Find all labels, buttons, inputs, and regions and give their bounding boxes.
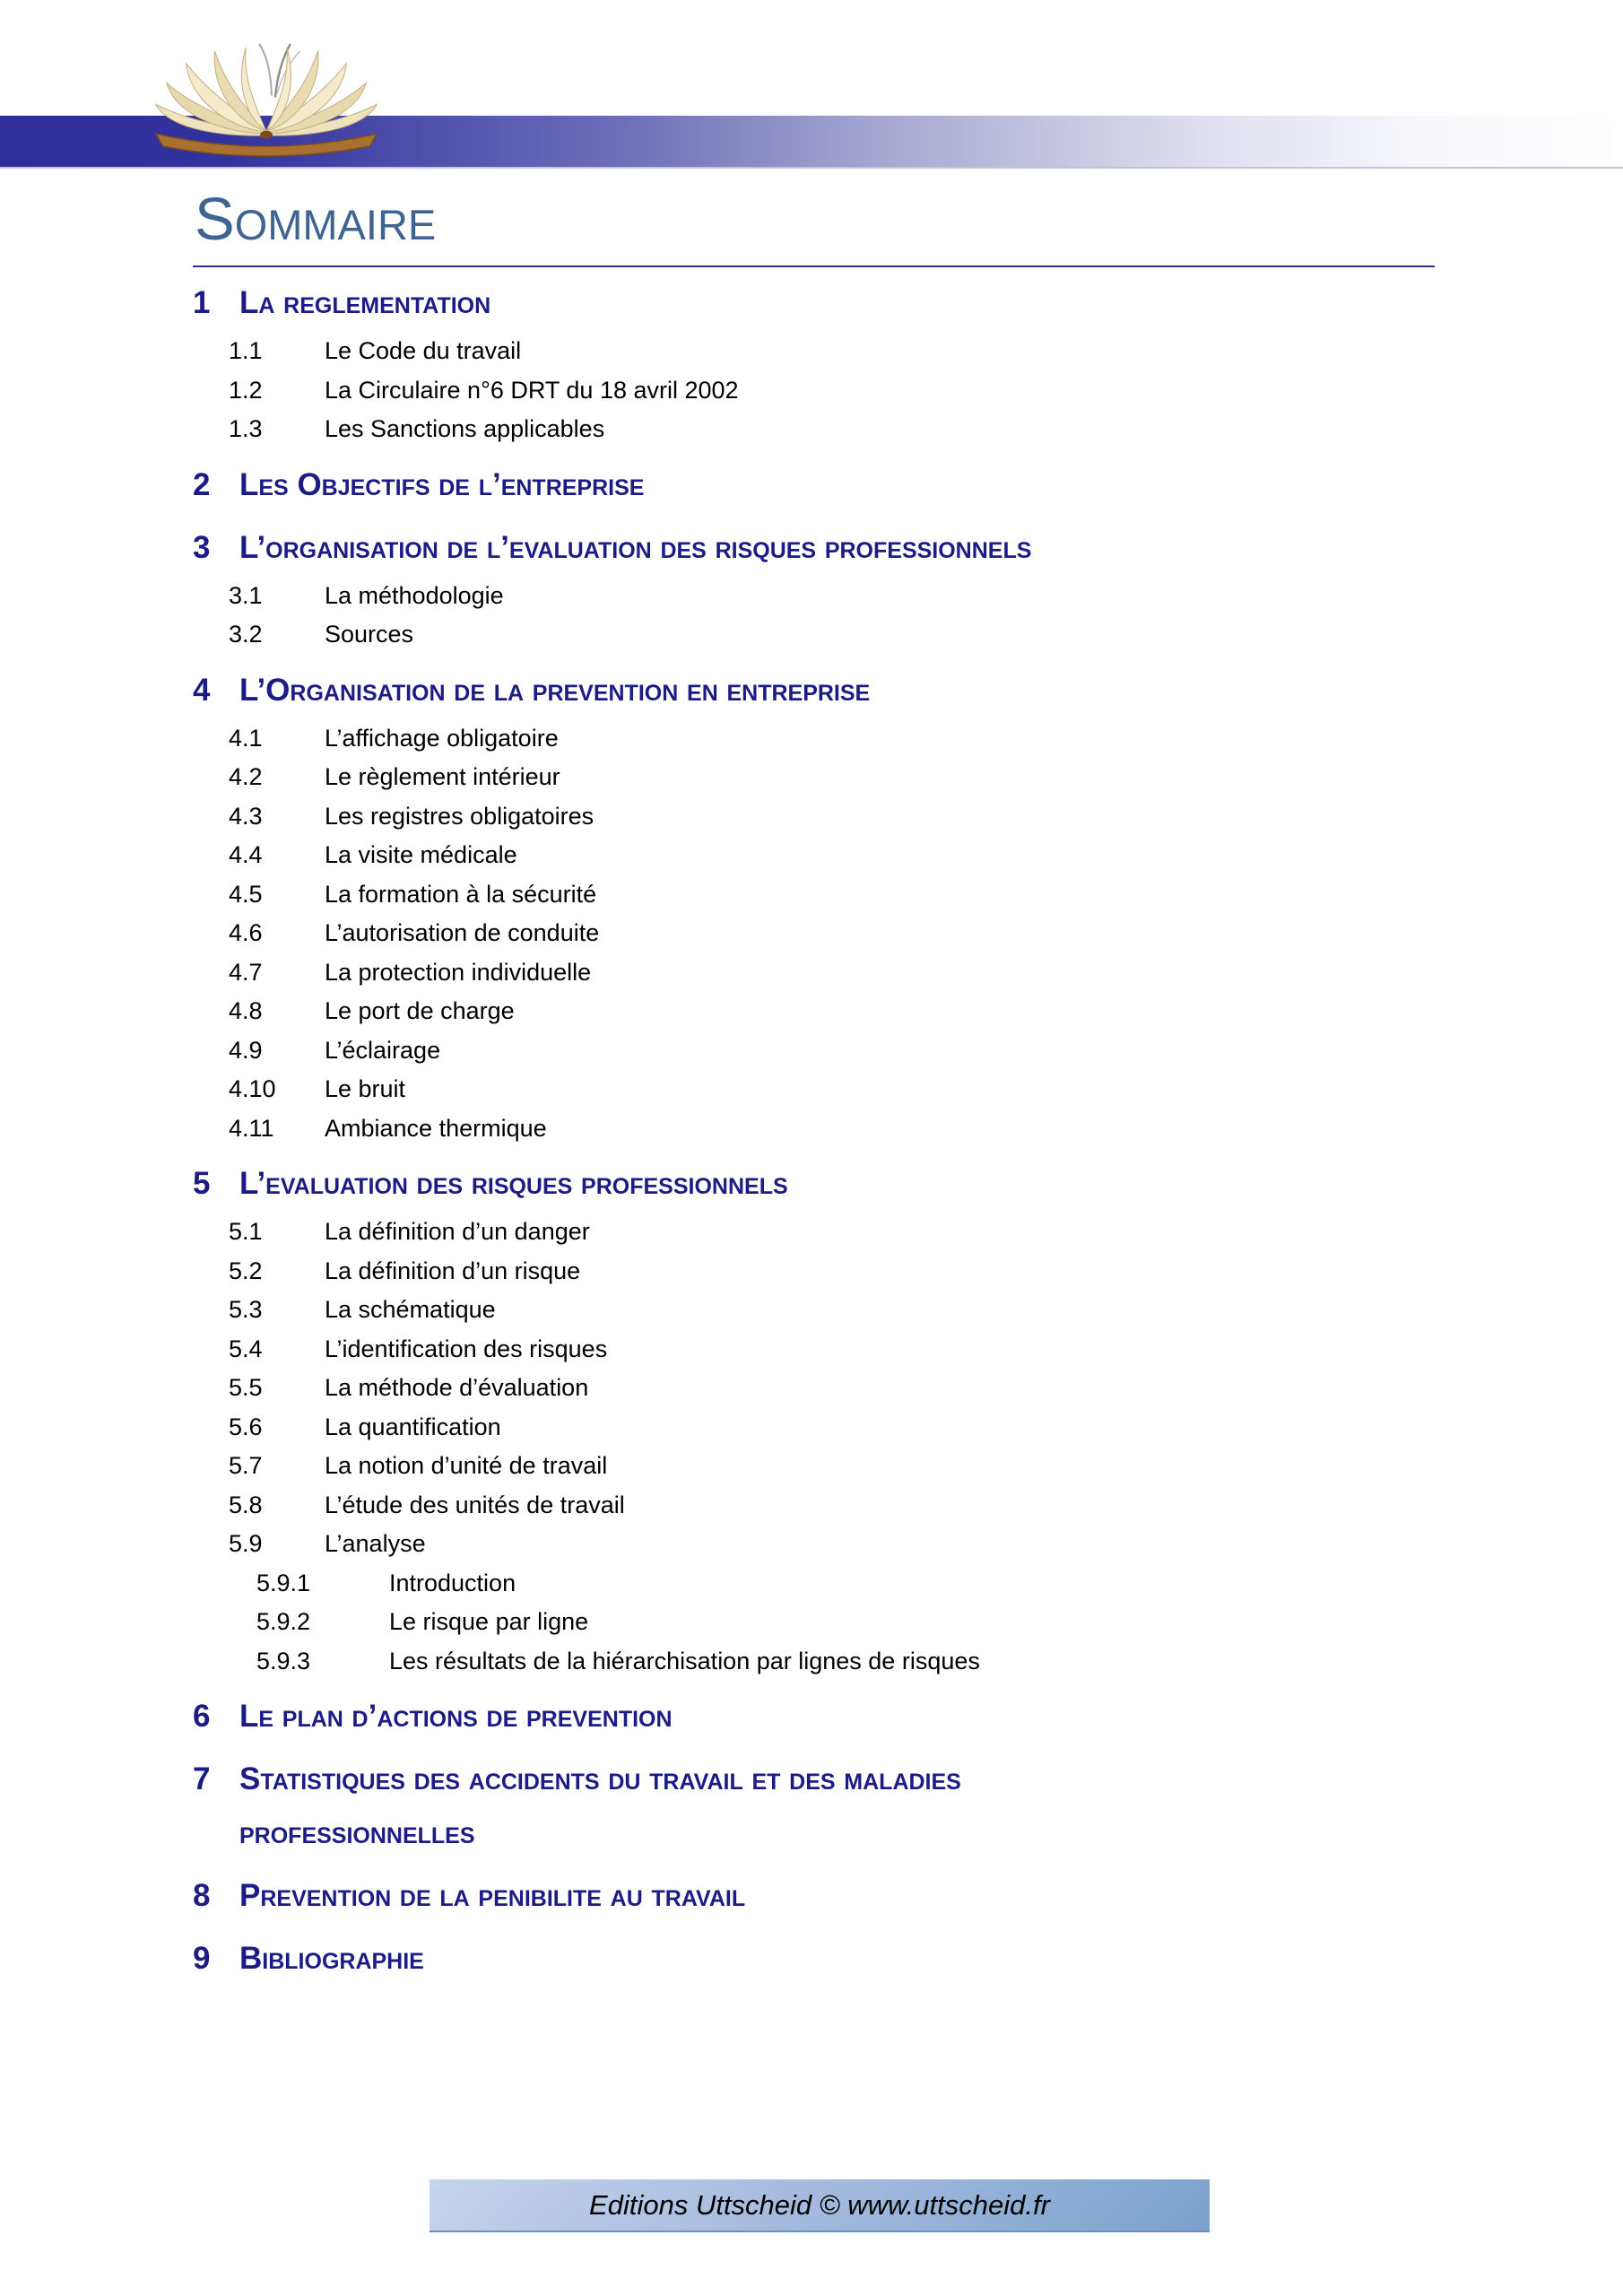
toc-item-number: 1.3: [229, 415, 263, 442]
toc-item-label: L’étude des unités de travail: [325, 1491, 625, 1518]
toc-item-number: 5.9.1: [256, 1569, 311, 1596]
toc-item-label: L’affichage obligatoire: [325, 724, 559, 752]
toc-item-number: 5.5: [229, 1374, 263, 1401]
toc-item-label: La quantification: [325, 1413, 501, 1440]
toc-item-label: Sources: [325, 621, 414, 648]
toc-item-label: La définition d’un risque: [325, 1257, 581, 1284]
toc-section-line: [193, 1932, 1435, 1986]
toc-item: [193, 1070, 1435, 1109]
toc-item-number: 5.3: [229, 1296, 263, 1323]
toc-section-line: [193, 1752, 1435, 1806]
footer-bar: [430, 2179, 1210, 2232]
title-rule: [193, 265, 1435, 267]
toc-item: [193, 1252, 1435, 1292]
toc-item-label: L’identification des risques: [325, 1335, 608, 1362]
toc-item: [193, 875, 1435, 915]
toc: [193, 276, 1435, 1986]
toc-section-line: [193, 664, 1435, 718]
toc-section-label: La reglementation: [239, 285, 491, 320]
toc-item-number: 5.4: [229, 1335, 263, 1362]
toc-item-number: 5.7: [229, 1452, 263, 1479]
toc-section-heading: [193, 1932, 1435, 1986]
toc-item-label: Le règlement intérieur: [325, 763, 560, 790]
toc-item-number: 5.9.2: [256, 1608, 311, 1635]
toc-item-number: 4.3: [229, 802, 263, 830]
toc-item-label: La méthodologie: [325, 581, 504, 609]
toc-item-label: Ambiance thermique: [325, 1114, 547, 1142]
toc-item-number: 3.2: [229, 621, 263, 648]
toc-item-number: 5.8: [229, 1491, 263, 1518]
toc-section-number: 8: [193, 1878, 211, 1913]
toc-section-line: [193, 521, 1435, 575]
toc-section-heading: [193, 458, 1435, 512]
toc-item: [193, 577, 1435, 616]
toc-item-label: La visite médicale: [325, 841, 517, 868]
toc-section-number: 4: [193, 672, 211, 708]
toc-item-number: 5.1: [229, 1218, 263, 1245]
toc-item-label: La schématique: [325, 1296, 496, 1323]
toc-item: [193, 1408, 1435, 1448]
toc-section-line: [193, 1869, 1435, 1923]
toc-section-heading: [193, 521, 1435, 575]
toc-item: [193, 1564, 1435, 1604]
footer-text: Editions Uttscheid © www.uttscheid.fr: [589, 2188, 1050, 2221]
toc-item: [193, 1291, 1435, 1330]
toc-item: [193, 836, 1435, 875]
toc-item: [193, 797, 1435, 837]
toc-item: [193, 1447, 1435, 1486]
toc-section-number: 5: [193, 1166, 211, 1201]
toc-item-number: 5.9: [229, 1530, 263, 1557]
toc-section-number: 7: [193, 1761, 211, 1796]
toc-item: [193, 992, 1435, 1031]
toc-section-label: L’Organisation de la prevention en entreprise: [239, 672, 871, 708]
toc-item-number: 3.1: [229, 581, 263, 609]
toc-section-number: 9: [193, 1941, 211, 1976]
toc-item: [193, 1109, 1435, 1149]
toc-section-heading: [193, 276, 1435, 330]
toc-item: [193, 332, 1435, 371]
toc-item-number: 1.1: [229, 337, 263, 364]
toc-item: [193, 1330, 1435, 1370]
toc-item: [193, 953, 1435, 993]
toc-item: [193, 1642, 1435, 1682]
toc-item-number: 4.9: [229, 1036, 263, 1064]
toc-item-label: La protection individuelle: [325, 958, 592, 986]
toc-item: [193, 1031, 1435, 1071]
toc-section-label: Le plan d’actions de prevention: [239, 1699, 673, 1734]
toc-section-label: L’evaluation des risques professionnels: [239, 1166, 788, 1201]
toc-section-line: [193, 1690, 1435, 1744]
toc-item-label: La définition d’un danger: [325, 1218, 590, 1245]
toc-section-number: 1: [193, 285, 211, 320]
toc-item-label: Le port de charge: [325, 997, 515, 1024]
open-book-icon: [142, 41, 391, 163]
toc-section-line: [193, 458, 1435, 512]
toc-section-label: Prevention de la penibilite au travail: [239, 1878, 746, 1913]
toc-section-number: 3: [193, 529, 211, 565]
toc-section-heading: [193, 1869, 1435, 1923]
toc-item-number: 4.2: [229, 763, 263, 790]
toc-item-number: 4.4: [229, 841, 263, 868]
toc-item-label: La notion d’unité de travail: [325, 1452, 608, 1479]
toc-item-label: Le bruit: [325, 1075, 406, 1102]
toc-item: [193, 914, 1435, 953]
toc-item-number: 4.6: [229, 919, 263, 946]
toc-item-label: L’éclairage: [325, 1036, 441, 1064]
toc-section-number: 2: [193, 466, 211, 502]
toc-item: [193, 371, 1435, 411]
toc-item-number: 4.1: [229, 724, 263, 752]
toc-item-label: L’autorisation de conduite: [325, 919, 600, 946]
toc-item-label: Le risque par ligne: [389, 1608, 589, 1635]
toc-item: [193, 1486, 1435, 1526]
toc-item-label: Le Code du travail: [325, 337, 522, 364]
toc-item-number: 4.7: [229, 958, 263, 986]
toc-item-label: Les résultats de la hiérarchisation par lignes de risques: [389, 1647, 980, 1674]
toc-item: [193, 719, 1435, 759]
toc-section-heading: [193, 1690, 1435, 1744]
toc-section-line: [193, 1157, 1435, 1211]
toc-item-number: 4.11: [229, 1114, 274, 1142]
toc-item: [193, 410, 1435, 449]
toc-section-label-line2: professionnelles: [239, 1815, 475, 1850]
toc-item-number: 4.8: [229, 997, 263, 1024]
toc-item-label: La méthode d’évaluation: [325, 1374, 589, 1401]
toc-section-label: Statistiques des accidents du travail et des maladies: [239, 1761, 961, 1796]
summary-page: [193, 167, 1435, 1986]
toc-item-number: 4.5: [229, 880, 263, 908]
toc-item-number: 5.2: [229, 1257, 263, 1284]
toc-item-number: 5.6: [229, 1413, 263, 1440]
toc-item-number: 5.9.3: [256, 1647, 311, 1674]
toc-item: [193, 615, 1435, 655]
toc-section-number: 6: [193, 1699, 211, 1734]
toc-section-label: L’organisation de l’evaluation des risques professionnels: [239, 529, 1032, 565]
toc-item: [193, 758, 1435, 797]
toc-item-label: Les registres obligatoires: [325, 802, 595, 830]
toc-item-number: 1.2: [229, 376, 263, 404]
toc-item: [193, 1369, 1435, 1408]
toc-item-number: 4.10: [229, 1075, 276, 1102]
toc-item: [193, 1213, 1435, 1252]
toc-item: [193, 1525, 1435, 1564]
page-title: Sommaire: [195, 186, 437, 253]
toc-section-heading: [193, 664, 1435, 718]
toc-item-label: Les Sanctions applicables: [325, 415, 605, 442]
toc-section-line: [193, 276, 1435, 330]
toc-section-label: Les Objectifs de l’entreprise: [239, 466, 645, 502]
toc-item-label: La Circulaire n°6 DRT du 18 avril 2002: [325, 376, 739, 404]
toc-item-label: L’analyse: [325, 1530, 426, 1557]
toc-section-heading: [193, 1752, 1435, 1860]
toc-section-label: Bibliographie: [239, 1941, 424, 1976]
toc-item: [193, 1603, 1435, 1642]
toc-item-label: Introduction: [389, 1569, 516, 1596]
toc-item-label: La formation à la sécurité: [325, 880, 597, 908]
toc-section-heading: [193, 1157, 1435, 1211]
